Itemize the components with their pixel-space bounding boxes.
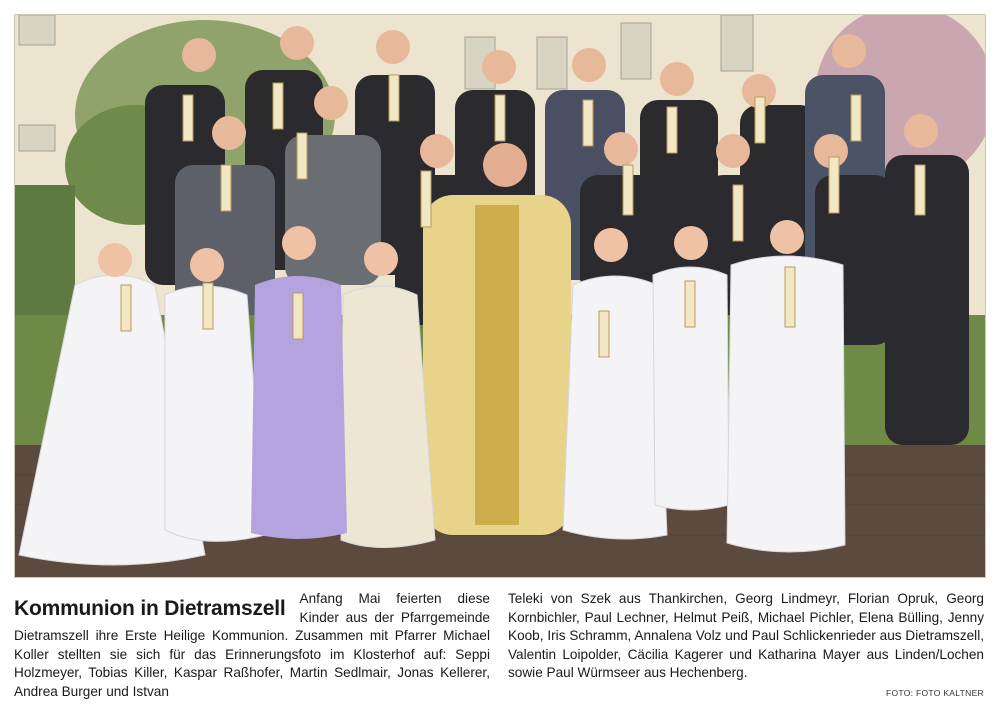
group-photo	[14, 14, 986, 578]
article-headline: Kommunion in Dietramszell	[14, 597, 286, 620]
article	[14, 590, 984, 712]
photo-credit: FOTO: FOTO KALTNER	[886, 688, 984, 698]
group-photo-illustration	[15, 15, 985, 577]
article-column-right	[508, 590, 984, 683]
article-column-left	[14, 590, 490, 702]
article-body-part-1: Anfang Mai feierten diese Kinder aus der Pfarrgemeinde Dietramszell ihre Erste Heilige Kommunion. Zusammen mit Pfarrer Michael Koller stellten sie sich für das Erinnerungsfoto im Klosterhof auf: Seppi Holzmeyer, Tobias Killer, Kaspar Raßhofer, Martin Sedlmair, Jonas Kellerer, Andrea Burger und Istvan	[14, 591, 490, 699]
article-body-part-2: Teleki von Szek aus Thankirchen, Georg Lindmeyr, Florian Opruk, Georg Kornbichler, Paul Lechner, Helmut Peiß, Michael Pichler, Elena Bülling, Jenny Koob, Iris Schramm, Annalena Volz und Paul Schlickenrieder aus Dietramszell, Valentin Loipolder, Cäcilia Kagerer und Katharina Mayer aus Linden/Lochen sowie Paul Würmseer aus Hechenberg.	[508, 591, 984, 681]
